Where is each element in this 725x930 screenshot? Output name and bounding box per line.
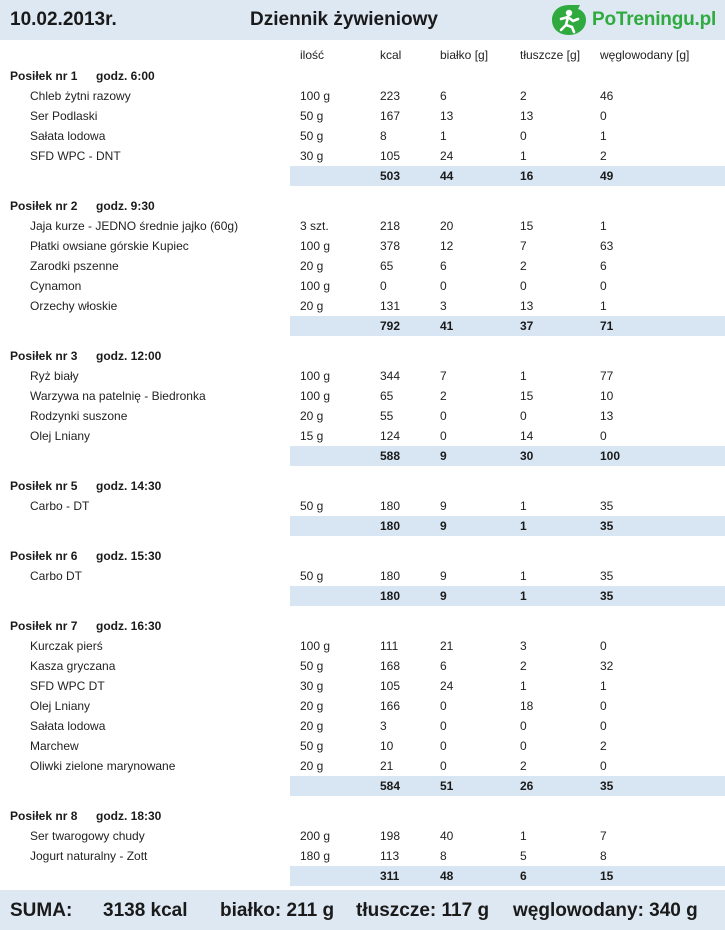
meal-total-kcal: 311 [380, 869, 400, 883]
food-kcal: 218 [380, 219, 401, 233]
food-carbs: 0 [600, 719, 607, 733]
meal-total-fat: 1 [520, 519, 527, 533]
food-qty: 100 g [300, 279, 331, 293]
food-row [0, 216, 725, 236]
meal-section [0, 196, 725, 336]
meal-label: Posiłek nr 1 [10, 69, 78, 83]
food-protein: 24 [440, 149, 454, 163]
meal-label: Posiłek nr 7 [10, 619, 78, 633]
food-qty: 50 g [300, 659, 324, 673]
food-row [0, 716, 725, 736]
food-qty: 100 g [300, 639, 331, 653]
food-protein: 0 [440, 759, 447, 773]
food-name: Rodzynki suszone [30, 409, 128, 423]
runner-logo-icon [550, 3, 588, 37]
food-row [0, 86, 725, 106]
food-protein: 8 [440, 849, 447, 863]
food-qty: 30 g [300, 149, 324, 163]
meal-total-protein: 51 [440, 779, 454, 793]
food-carbs: 10 [600, 389, 614, 403]
food-kcal: 180 [380, 499, 401, 513]
meal-label: Posiłek nr 6 [10, 549, 78, 563]
food-row [0, 696, 725, 716]
food-name: Chleb żytni razowy [30, 89, 131, 103]
food-qty: 180 g [300, 849, 331, 863]
food-protein: 13 [440, 109, 454, 123]
food-qty: 50 g [300, 739, 324, 753]
meal-total-row [0, 776, 725, 796]
food-fat: 0 [520, 129, 527, 143]
food-carbs: 63 [600, 239, 614, 253]
food-carbs: 13 [600, 409, 614, 423]
food-carbs: 1 [600, 299, 607, 313]
food-kcal: 10 [380, 739, 394, 753]
food-kcal: 344 [380, 369, 401, 383]
meal-total-row [0, 446, 725, 466]
food-qty: 3 szt. [300, 219, 329, 233]
page-title: Dziennik żywieniowy [250, 9, 438, 30]
column-header-qty: ilość [300, 48, 325, 62]
food-protein: 20 [440, 219, 454, 233]
food-row [0, 406, 725, 426]
meal-total-protein: 44 [440, 169, 454, 183]
food-row [0, 676, 725, 696]
food-fat: 2 [520, 259, 527, 273]
food-kcal: 105 [380, 679, 401, 693]
meal-total-row [0, 316, 725, 336]
meal-total-fat: 26 [520, 779, 534, 793]
meal-total-background [290, 776, 725, 796]
meal-total-carbs: 71 [600, 319, 614, 333]
column-header-protein: białko [g] [440, 48, 489, 62]
food-qty: 20 g [300, 719, 324, 733]
food-fat: 2 [520, 759, 527, 773]
food-carbs: 8 [600, 849, 607, 863]
food-carbs: 7 [600, 829, 607, 843]
food-kcal: 111 [380, 639, 399, 653]
summary-carbs: węglowodany: 340 g [513, 900, 698, 921]
food-name: Carbo DT [30, 569, 83, 583]
food-fat: 14 [520, 429, 534, 443]
food-carbs: 1 [600, 129, 607, 143]
food-protein: 9 [440, 569, 447, 583]
food-carbs: 35 [600, 499, 614, 513]
food-protein: 6 [440, 659, 447, 673]
food-name: SFD WPC - DNT [30, 149, 121, 163]
food-protein: 2 [440, 389, 447, 403]
food-protein: 0 [440, 699, 447, 713]
food-qty: 200 g [300, 829, 331, 843]
summary-fat: tłuszcze: 117 g [356, 900, 490, 921]
meal-spacer [0, 186, 725, 196]
food-carbs: 0 [600, 639, 607, 653]
food-protein: 0 [440, 279, 447, 293]
food-kcal: 131 [380, 299, 401, 313]
food-row [0, 756, 725, 776]
meal-total-fat: 37 [520, 319, 534, 333]
food-kcal: 167 [380, 109, 401, 123]
food-fat: 1 [520, 369, 527, 383]
food-fat: 0 [520, 739, 527, 753]
meal-section [0, 616, 725, 796]
food-fat: 18 [520, 699, 534, 713]
meal-time: godz. 14:30 [96, 479, 162, 493]
meal-time: godz. 9:30 [96, 199, 155, 213]
summary-kcal: 3138 kcal [103, 900, 188, 921]
food-qty: 20 g [300, 409, 324, 423]
food-fat: 1 [520, 829, 527, 843]
food-carbs: 1 [600, 219, 607, 233]
food-kcal: 65 [380, 389, 394, 403]
food-carbs: 46 [600, 89, 614, 103]
food-qty: 30 g [300, 679, 324, 693]
food-protein: 21 [440, 639, 454, 653]
meal-label: Posiłek nr 2 [10, 199, 78, 213]
food-fat: 0 [520, 409, 527, 423]
meal-total-kcal: 503 [380, 169, 401, 183]
meal-total-protein: 9 [440, 449, 447, 463]
meal-header [0, 806, 725, 826]
food-protein: 0 [440, 719, 447, 733]
food-qty: 50 g [300, 109, 324, 123]
meal-total-carbs: 35 [600, 779, 614, 793]
meal-header [0, 346, 725, 366]
meal-total-protein: 48 [440, 869, 454, 883]
daily-summary [0, 890, 725, 930]
meal-total-fat: 16 [520, 169, 534, 183]
food-qty: 50 g [300, 499, 324, 513]
brand-logo[interactable] [550, 3, 716, 37]
food-row [0, 566, 725, 586]
meal-section [0, 346, 725, 466]
food-name: Kurczak pierś [30, 639, 103, 653]
food-fat: 0 [520, 279, 527, 293]
food-carbs: 0 [600, 279, 607, 293]
food-name: Carbo - DT [30, 499, 90, 513]
food-kcal: 113 [380, 849, 400, 863]
summary-label: SUMA: [10, 900, 73, 921]
food-name: Jaja kurze - JEDNO średnie jajko (60g) [30, 219, 239, 233]
food-fat: 15 [520, 389, 534, 403]
meal-section [0, 476, 725, 536]
meal-total-background [290, 866, 725, 886]
food-fat: 0 [520, 719, 527, 733]
meal-label: Posiłek nr 5 [10, 479, 78, 493]
food-protein: 24 [440, 679, 454, 693]
food-qty: 100 g [300, 389, 331, 403]
food-name: Sałata lodowa [30, 719, 106, 733]
meal-total-carbs: 35 [600, 589, 614, 603]
food-fat: 2 [520, 89, 527, 103]
meal-total-kcal: 792 [380, 319, 401, 333]
meal-list [0, 66, 725, 896]
food-name: Warzywa na patelnię - Biedronka [30, 389, 206, 403]
food-row [0, 236, 725, 256]
food-fat: 15 [520, 219, 534, 233]
food-fat: 2 [520, 659, 527, 673]
food-protein: 9 [440, 499, 447, 513]
food-name: Sałata lodowa [30, 129, 106, 143]
food-protein: 0 [440, 429, 447, 443]
meal-time: godz. 15:30 [96, 549, 162, 563]
food-protein: 7 [440, 369, 447, 383]
food-name: Płatki owsiane górskie Kupiec [30, 239, 189, 253]
food-kcal: 180 [380, 569, 401, 583]
food-kcal: 105 [380, 149, 401, 163]
food-protein: 1 [440, 129, 447, 143]
food-row [0, 296, 725, 316]
meal-time: godz. 18:30 [96, 809, 162, 823]
meal-label: Posiłek nr 8 [10, 809, 78, 823]
meal-time: godz. 16:30 [96, 619, 162, 633]
brand-logo-text: PoTreningu.pl [592, 9, 717, 30]
meal-total-carbs: 49 [600, 169, 614, 183]
meal-total-kcal: 180 [380, 589, 401, 603]
meal-total-fat: 1 [520, 589, 527, 603]
meal-total-protein: 9 [440, 519, 447, 533]
food-carbs: 1 [600, 679, 607, 693]
food-protein: 0 [440, 739, 447, 753]
meal-total-row [0, 866, 725, 886]
food-row [0, 146, 725, 166]
food-name: Olej Lniany [30, 699, 91, 713]
food-row [0, 636, 725, 656]
meal-total-carbs: 35 [600, 519, 614, 533]
food-kcal: 124 [380, 429, 401, 443]
food-fat: 13 [520, 299, 534, 313]
food-kcal: 65 [380, 259, 394, 273]
food-carbs: 6 [600, 259, 607, 273]
food-qty: 20 g [300, 759, 324, 773]
food-carbs: 0 [600, 699, 607, 713]
food-fat: 1 [520, 679, 527, 693]
food-kcal: 0 [380, 279, 387, 293]
food-fat: 1 [520, 499, 527, 513]
food-protein: 0 [440, 409, 447, 423]
meal-total-row [0, 516, 725, 536]
meal-header [0, 476, 725, 496]
meal-total-background [290, 586, 725, 606]
food-kcal: 8 [380, 129, 387, 143]
meal-total-background [290, 516, 725, 536]
food-row [0, 426, 725, 446]
food-kcal: 378 [380, 239, 401, 253]
food-protein: 3 [440, 299, 447, 313]
food-qty: 100 g [300, 239, 331, 253]
meal-total-protein: 41 [440, 319, 454, 333]
meal-total-background [290, 316, 725, 336]
meal-total-kcal: 588 [380, 449, 401, 463]
meal-time: godz. 6:00 [96, 69, 155, 83]
food-protein: 6 [440, 259, 447, 273]
meal-spacer [0, 336, 725, 346]
food-row [0, 736, 725, 756]
food-carbs: 77 [600, 369, 614, 383]
meal-total-protein: 9 [440, 589, 447, 603]
food-carbs: 0 [600, 109, 607, 123]
meal-total-kcal: 584 [380, 779, 401, 793]
food-name: Zarodki pszenne [30, 259, 119, 273]
food-kcal: 3 [380, 719, 387, 733]
food-fat: 7 [520, 239, 527, 253]
food-row [0, 366, 725, 386]
food-carbs: 35 [600, 569, 614, 583]
summary-protein: białko: 211 g [220, 900, 335, 921]
food-fat: 1 [520, 569, 527, 583]
meal-spacer [0, 796, 725, 806]
food-qty: 20 g [300, 259, 324, 273]
meal-header [0, 616, 725, 636]
column-header-fat: tłuszcze [g] [520, 48, 581, 62]
diary-date: 10.02.2013r. [10, 9, 117, 30]
food-row [0, 276, 725, 296]
food-qty: 50 g [300, 129, 324, 143]
meal-total-background [290, 166, 725, 186]
food-name: Olej Lniany [30, 429, 91, 443]
column-headers [0, 48, 725, 64]
food-name: SFD WPC DT [30, 679, 105, 693]
food-carbs: 2 [600, 149, 607, 163]
food-name: Kasza gryczana [30, 659, 116, 673]
food-qty: 20 g [300, 299, 324, 313]
food-row [0, 826, 725, 846]
food-name: Cynamon [30, 279, 82, 293]
meal-total-row [0, 166, 725, 186]
meal-spacer [0, 536, 725, 546]
food-row [0, 846, 725, 866]
food-fat: 1 [520, 149, 527, 163]
meal-spacer [0, 606, 725, 616]
meal-section [0, 66, 725, 186]
food-qty: 100 g [300, 369, 331, 383]
food-carbs: 2 [600, 739, 607, 753]
food-protein: 12 [440, 239, 454, 253]
food-fat: 5 [520, 849, 527, 863]
food-name: Ser Podlaski [30, 109, 98, 123]
food-row [0, 106, 725, 126]
food-kcal: 166 [380, 699, 401, 713]
food-row [0, 386, 725, 406]
page-header [0, 0, 725, 40]
food-kcal: 55 [380, 409, 394, 423]
food-name: Orzechy włoskie [30, 299, 118, 313]
food-qty: 100 g [300, 89, 331, 103]
meal-time: godz. 12:00 [96, 349, 162, 363]
food-row [0, 256, 725, 276]
food-carbs: 0 [600, 429, 607, 443]
meal-total-kcal: 180 [380, 519, 401, 533]
food-qty: 15 g [300, 429, 324, 443]
column-header-kcal: kcal [380, 48, 402, 62]
food-name: Jogurt naturalny - Zott [30, 849, 148, 863]
food-row [0, 496, 725, 516]
meal-section [0, 806, 725, 886]
food-name: Ryż biały [30, 369, 79, 383]
food-qty: 50 g [300, 569, 324, 583]
meal-total-fat: 6 [520, 869, 527, 883]
food-protein: 40 [440, 829, 454, 843]
food-kcal: 198 [380, 829, 401, 843]
food-name: Marchew [30, 739, 79, 753]
meal-total-carbs: 15 [600, 869, 614, 883]
food-carbs: 32 [600, 659, 614, 673]
meal-header [0, 546, 725, 566]
meal-header [0, 196, 725, 216]
food-row [0, 656, 725, 676]
meal-spacer [0, 466, 725, 476]
meal-section [0, 546, 725, 606]
meal-total-row [0, 586, 725, 606]
food-protein: 6 [440, 89, 447, 103]
meal-total-carbs: 100 [600, 449, 621, 463]
meal-total-fat: 30 [520, 449, 534, 463]
column-header-carbs: węglowodany [g] [600, 48, 690, 62]
food-qty: 20 g [300, 699, 324, 713]
food-kcal: 168 [380, 659, 401, 673]
food-kcal: 21 [380, 759, 394, 773]
food-name: Oliwki zielone marynowane [30, 759, 176, 773]
food-carbs: 0 [600, 759, 607, 773]
food-name: Ser twarogowy chudy [30, 829, 145, 843]
food-fat: 3 [520, 639, 527, 653]
meal-header [0, 66, 725, 86]
food-fat: 13 [520, 109, 534, 123]
food-kcal: 223 [380, 89, 401, 103]
meal-label: Posiłek nr 3 [10, 349, 78, 363]
meal-total-background [290, 446, 725, 466]
food-row [0, 126, 725, 146]
